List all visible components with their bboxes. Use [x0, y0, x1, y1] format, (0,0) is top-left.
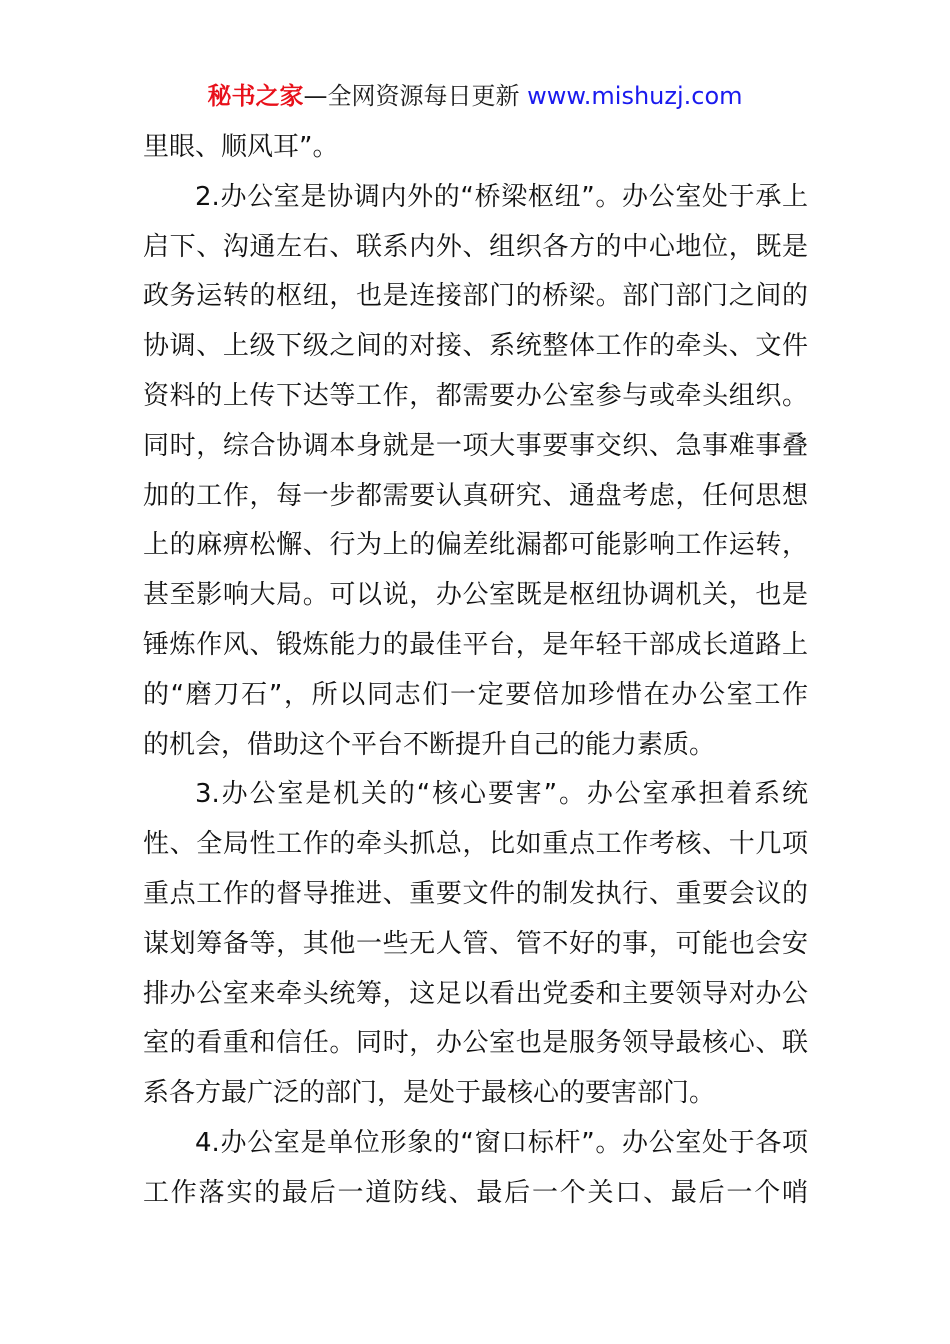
text-line: 锤炼作风、锻炼能力的最佳平台，是年轻干部成长道路上: [143, 629, 808, 660]
text-line: 重点工作的督导推进、重要文件的制发执行、重要会议的: [143, 878, 808, 909]
text-line: 启下、沟通左右、联系内外、组织各方的中心地位，既是: [143, 231, 808, 262]
text-line: 的“磨刀石”，所以同志们一定要倍加珍惜在办公室工作: [143, 679, 808, 710]
text-line: 政务运转的枢纽，也是连接部门的桥梁。部门部门之间的: [143, 281, 808, 312]
text-line: 甚至影响大局。可以说，办公室既是枢纽协调机关，也是: [143, 580, 808, 611]
paragraph-start-line: 4.办公室是单位形象的“窗口标杆”。办公室处于各项: [195, 1127, 808, 1158]
text-line: 室的看重和信任。同时，办公室也是服务领导最核心、联: [143, 1028, 808, 1059]
text-line: 的机会，借助这个平台不断提升自己的能力素质。: [143, 729, 716, 760]
text-line: 资料的上传下达等工作，都需要办公室参与或牵头组织。: [143, 380, 808, 411]
page-header: [0, 78, 950, 114]
text-line: 加的工作，每一步都需要认真研究、通盘考虑，任何思想: [143, 480, 808, 511]
paragraph-start-line: 3.办公室是机关的“核心要害”。办公室承担着系统: [195, 779, 808, 810]
text-line: 同时，综合协调本身就是一项大事要事交织、急事难事叠: [143, 430, 808, 461]
text-line: 上的麻痹松懈、行为上的偏差纰漏都可能影响工作运转，: [143, 530, 808, 561]
text-line: 协调、上级下级之间的对接、系统整体工作的牵头、文件: [143, 331, 808, 362]
text-line: 工作落实的最后一道防线、最后一个关口、最后一个哨: [143, 1177, 808, 1208]
text-line: 性、全局性工作的牵头抓总，比如重点工作考核、十几项: [143, 829, 808, 860]
site-brand: 秘书之家: [207, 82, 304, 110]
text-line: 排办公室来牵头统筹，这足以看出党委和主要领导对办公: [143, 978, 808, 1009]
document-body: [143, 123, 808, 1219]
site-url-link[interactable]: www.mishuzj.com: [527, 82, 743, 110]
text-line: 谋划筹备等，其他一些无人管、管不好的事，可能也会安: [143, 928, 808, 959]
text-line: 系各方最广泛的部门，是处于最核心的要害部门。: [143, 1078, 716, 1109]
site-tagline: —全网资源每日更新: [303, 82, 520, 110]
paragraph-start-line: 2.办公室是协调内外的“桥梁枢纽”。办公室处于承上: [195, 181, 808, 212]
text-line: 里眼、顺风耳”。: [143, 132, 339, 162]
